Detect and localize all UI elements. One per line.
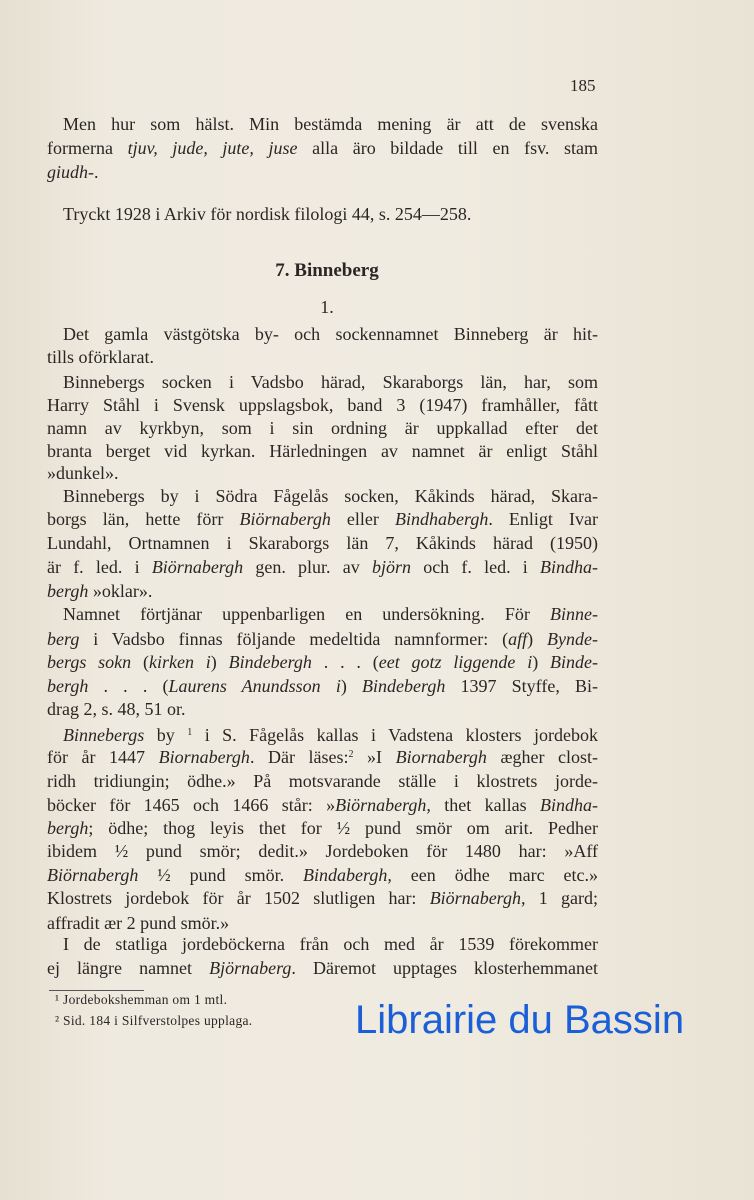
- text-segment: bergs sokn: [47, 652, 132, 672]
- text-segment: Biörnabergh,: [429, 888, 526, 908]
- text-line: [47, 699, 598, 719]
- text-segment: Bindha-: [540, 795, 598, 815]
- text-segment: een ödhe marc etc.»: [391, 865, 598, 885]
- text-line: [63, 486, 598, 506]
- section-number: 1.: [320, 297, 334, 317]
- text-line: [47, 441, 598, 461]
- text-segment: ægher clost-: [486, 747, 598, 767]
- text-segment: kirken i: [148, 652, 211, 672]
- text-segment: giudh-: [47, 162, 94, 182]
- text-segment: ridh tridiungin; ödhe.» På motsvarande ställe i klostrets jorde-: [47, 771, 598, 791]
- text-segment: björn: [371, 557, 411, 577]
- text-line: [63, 725, 598, 745]
- text-segment: borgs län, hette förr: [47, 509, 240, 529]
- text-segment: ): [532, 652, 551, 672]
- footnote-ref: 2: [348, 749, 354, 760]
- text-segment: berg: [47, 629, 80, 649]
- text-line: [47, 138, 598, 158]
- text-segment: »oklar».: [88, 581, 153, 601]
- text-segment: Björnaberg: [209, 958, 292, 978]
- text-line: [63, 204, 598, 224]
- text-segment: Men hur som hälst. Min bestämda mening är att de svenska: [63, 114, 598, 134]
- text-segment: Harry Ståhl i Svensk uppslagsbok, band 3 (1947) framhåller, fått: [47, 395, 598, 415]
- text-line: [47, 676, 598, 696]
- text-line: [47, 162, 598, 182]
- text-segment: i S. Fågelås kallas i Vadstena klosters jordebok: [192, 725, 599, 745]
- text-segment: Binnebergs by i Södra Fågelås socken, Kåkinds härad, Skara-: [63, 486, 598, 506]
- text-line: [63, 934, 598, 954]
- text-segment: drag 2, s. 48, 51 or.: [47, 699, 186, 719]
- text-line: [63, 604, 598, 624]
- text-segment: (: [131, 652, 149, 672]
- text-segment: 1 gard;: [525, 888, 598, 908]
- text-segment: böcker för 1465 och 1466 står: »: [47, 795, 336, 815]
- chapter-heading: 7. Binneberg: [275, 260, 379, 281]
- text-segment: . Däremot upptages klosterhemmanet: [291, 958, 598, 978]
- text-line: [47, 463, 598, 483]
- text-segment: tjuv, jude, jute, juse: [127, 138, 298, 158]
- text-segment: Det gamla västgötska by- och sockennamnet Binneberg är hit-: [63, 324, 598, 344]
- footnote-rule: [49, 990, 144, 991]
- text-line: [63, 114, 598, 134]
- text-line: [47, 418, 598, 438]
- text-line: [47, 841, 598, 861]
- text-segment: ): [210, 652, 229, 672]
- text-segment: Klostrets jordebok för år 1502 slutligen har:: [47, 888, 430, 908]
- text-segment: . . . (: [311, 652, 379, 672]
- text-segment: bergh: [47, 818, 89, 838]
- text-segment: Tryckt 1928 i Arkiv för nordisk filologi 44, s. 254—258.: [63, 204, 472, 224]
- text-segment: ibidem ½ pund smör; dedit.» Jordeboken för 1480 har: »Aff: [47, 841, 598, 861]
- text-segment: Binnebergs: [63, 725, 145, 745]
- text-segment: eet gotz liggende i: [378, 652, 533, 672]
- text-segment: .: [94, 162, 99, 182]
- text-segment: och f. led. i: [410, 557, 541, 577]
- text-line: [47, 581, 598, 601]
- text-line: [47, 818, 598, 838]
- footnote-2: ² Sid. 184 i Silfverstolpes upplaga.: [55, 1013, 253, 1028]
- text-segment: i Vadsbo finnas följande medeltida namnformer: (: [79, 629, 509, 649]
- text-segment: är f. led. i: [47, 557, 152, 577]
- text-segment: ): [340, 676, 363, 696]
- text-segment: alla äro bildade till en fsv. stam: [297, 138, 599, 158]
- text-line: [63, 324, 598, 344]
- text-line: [47, 747, 598, 767]
- text-line: [47, 865, 598, 885]
- text-line: [47, 395, 598, 415]
- text-segment: eller: [330, 509, 395, 529]
- page-number: 185: [570, 76, 596, 95]
- text-segment: Bynde-: [547, 629, 598, 649]
- text-line: [47, 958, 598, 978]
- text-line: [47, 771, 598, 791]
- text-segment: affradit ær 2 pund smör.»: [47, 913, 230, 933]
- text-line: [47, 557, 598, 577]
- text-segment: ): [527, 629, 548, 649]
- text-segment: Lundahl, Ortnamnen i Skaraborgs län 7, Kåkinds härad (1950): [47, 533, 598, 553]
- text-segment: formerna: [47, 138, 128, 158]
- text-line: [47, 913, 598, 933]
- text-segment: ; ödhe; thog leyis thet for ½ pund smör om arit. Pedher: [88, 818, 598, 838]
- text-segment: Binde-: [550, 652, 599, 672]
- text-segment: bergh: [47, 581, 89, 601]
- text-segment: namn av kyrkbyn, som i sin ordning är uppkallad efter det: [47, 418, 598, 438]
- text-segment: branta berget vid kyrkan. Härledningen av namnet är enligt Ståhl: [47, 441, 598, 461]
- text-segment: . . . (: [88, 676, 169, 696]
- text-segment: thet kallas: [430, 795, 540, 815]
- text-segment: tills oförklarat.: [47, 347, 154, 367]
- text-segment: Bindebergh: [228, 652, 312, 672]
- text-line: [47, 509, 598, 529]
- text-line: [47, 347, 598, 367]
- text-segment: Bindhabergh: [395, 509, 489, 529]
- text-segment: Biornabergh: [158, 747, 250, 767]
- text-segment: bergh: [47, 676, 89, 696]
- text-segment: »dunkel».: [47, 463, 119, 483]
- text-segment: Binne-: [550, 604, 598, 624]
- text-segment: för år 1447: [47, 747, 159, 767]
- text-segment: ½ pund smör.: [138, 865, 304, 885]
- text-segment: . Enligt Ivar: [488, 509, 598, 529]
- text-segment: by: [144, 725, 188, 745]
- text-segment: Bindha-: [540, 557, 599, 577]
- text-line: [47, 652, 598, 672]
- text-segment: Binnebergs socken i Vadsbo härad, Skaraborgs län, har, som: [63, 372, 598, 392]
- text-segment: Namnet förtjänar uppenbarligen en undersökning. För: [63, 604, 551, 624]
- text-segment: 1397 Styffe, Bi-: [445, 676, 599, 696]
- text-line: [47, 888, 598, 908]
- footnote-ref: 1: [187, 727, 193, 738]
- text-segment: I de statliga jordeböckerna från och med år 1539 förekommer: [63, 934, 598, 954]
- text-line: [63, 372, 598, 392]
- text-segment: . Där läses:: [249, 747, 349, 767]
- watermark: Librairie du Bassin: [355, 998, 685, 1042]
- text-segment: Bindebergh: [362, 676, 446, 696]
- text-segment: Bindabergh,: [303, 865, 392, 885]
- text-segment: ej längre namnet: [47, 958, 210, 978]
- text-segment: Biornabergh: [395, 747, 487, 767]
- text-segment: aff: [508, 629, 528, 649]
- text-line: [47, 795, 598, 815]
- text-segment: Biörnabergh: [239, 509, 331, 529]
- footnote-1: ¹ Jordebokshemman om 1 mtl.: [55, 992, 228, 1007]
- text-segment: Biörnabergh: [151, 557, 244, 577]
- text-segment: Biörnabergh: [47, 865, 139, 885]
- text-segment: Laurens Anundsson i: [168, 676, 341, 696]
- text-segment: gen. plur. av: [243, 557, 372, 577]
- text-line: [47, 629, 598, 649]
- text-segment: »I: [353, 747, 396, 767]
- text-line: [47, 533, 598, 553]
- text-segment: Biörnabergh,: [335, 795, 431, 815]
